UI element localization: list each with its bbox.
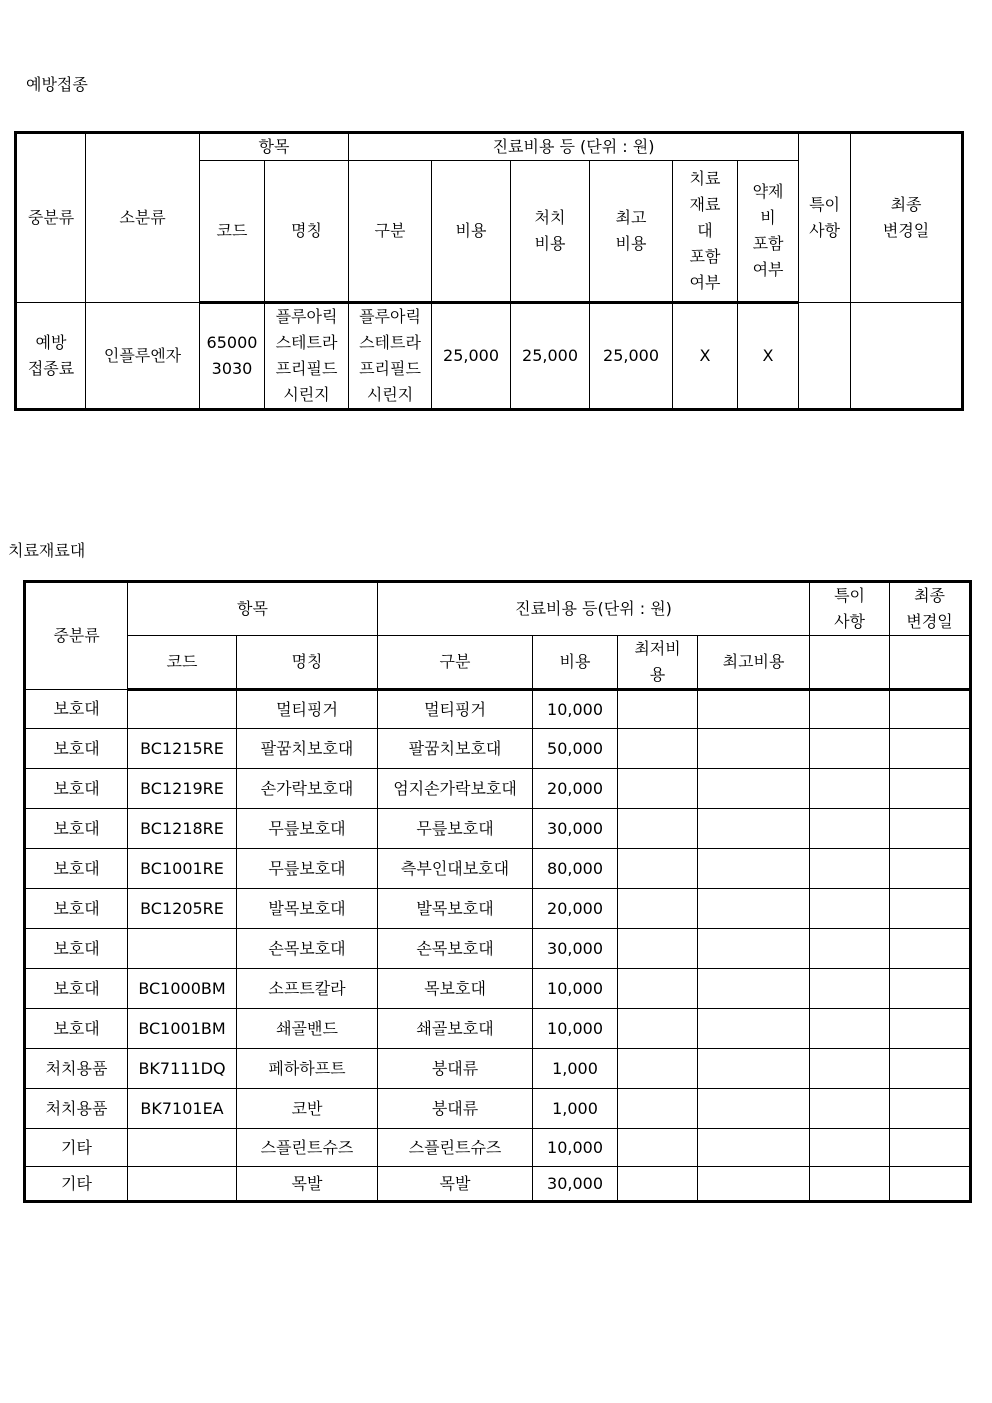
cell-notes-empty: [810, 1167, 890, 1202]
cell-cost: 80,000: [533, 849, 618, 889]
cell-max-empty: [698, 690, 810, 729]
cell-mid: 보호대: [25, 809, 128, 849]
header-cost-group: 진료비용 등 (단위 : 원): [349, 133, 799, 161]
row-notes: [799, 303, 851, 410]
header-last-changed-blank: [890, 636, 971, 690]
cell-min-empty: [618, 729, 698, 769]
cell-category: 측부인대보호대: [378, 849, 533, 889]
row-cost: 25,000: [432, 303, 511, 410]
cell-notes-empty: [810, 1129, 890, 1167]
cell-max-empty: [698, 889, 810, 929]
cell-code: BK7111DQ: [128, 1049, 237, 1089]
table-row: [25, 729, 971, 769]
cell-notes-empty: [810, 690, 890, 729]
header-category: 구분: [349, 161, 432, 303]
cell-code: [128, 929, 237, 969]
cell-max-empty: [698, 849, 810, 889]
cell-min-empty: [618, 889, 698, 929]
cell-mid: 처치용품: [25, 1049, 128, 1089]
header-max-cost: 최고 비용: [590, 161, 673, 303]
table-row: [25, 1009, 971, 1049]
cell-name: 쇄골밴드: [237, 1009, 378, 1049]
vaccination-table: [14, 131, 964, 411]
cell-cost: 20,000: [533, 769, 618, 809]
cell-max-empty: [698, 1049, 810, 1089]
cell-code: BC1218RE: [128, 809, 237, 849]
section-title-vaccination: 예방접종: [26, 75, 88, 94]
cell-cost: 1,000: [533, 1049, 618, 1089]
cell-name: 팔꿈치보호대: [237, 729, 378, 769]
table-row: [25, 889, 971, 929]
cell-cost: 50,000: [533, 729, 618, 769]
cell-min-empty: [618, 849, 698, 889]
cell-mid: 기타: [25, 1129, 128, 1167]
cell-mid: 보호대: [25, 690, 128, 729]
cell-notes-empty: [810, 1089, 890, 1129]
cell-changed-empty: [890, 849, 971, 889]
header-mid-category: 중분류: [16, 133, 86, 303]
cell-min-empty: [618, 769, 698, 809]
cell-min-empty: [618, 969, 698, 1009]
table-row: [25, 849, 971, 889]
cell-category: 붕대류: [378, 1049, 533, 1089]
header-cost-group: 진료비용 등(단위 : 원): [378, 582, 810, 636]
cell-category: 목발: [378, 1167, 533, 1202]
cell-max-empty: [698, 1089, 810, 1129]
cell-name: 코반: [237, 1089, 378, 1129]
cell-min-empty: [618, 1167, 698, 1202]
header-drug-included: 약제 비 포함 여부: [738, 161, 799, 303]
header-category: 구분: [378, 636, 533, 690]
cell-changed-empty: [890, 769, 971, 809]
cell-min-empty: [618, 1009, 698, 1049]
cell-mid: 보호대: [25, 849, 128, 889]
cell-notes-empty: [810, 849, 890, 889]
header-notes-blank: [810, 636, 890, 690]
cell-name: 손가락보호대: [237, 769, 378, 809]
table-row: [25, 769, 971, 809]
cell-category: 손목보호대: [378, 929, 533, 969]
cell-max-empty: [698, 929, 810, 969]
header-mid-category: 중분류: [25, 582, 128, 690]
cell-mid: 보호대: [25, 929, 128, 969]
cell-name: 멀티핑거: [237, 690, 378, 729]
cell-name: 페하하프트: [237, 1049, 378, 1089]
cell-changed-empty: [890, 1167, 971, 1202]
header-last-changed: 최종 변경일: [890, 582, 971, 636]
header-notes: 특이 사항: [810, 582, 890, 636]
cell-code: [128, 1129, 237, 1167]
cell-max-empty: [698, 969, 810, 1009]
table-row: [25, 1049, 971, 1089]
cell-notes-empty: [810, 1049, 890, 1089]
row-drug-included: X: [738, 303, 799, 410]
header-name: 명칭: [237, 636, 378, 690]
header-cost: 비용: [432, 161, 511, 303]
cell-code: [128, 690, 237, 729]
cell-changed-empty: [890, 690, 971, 729]
cell-changed-empty: [890, 889, 971, 929]
cell-max-empty: [698, 1009, 810, 1049]
cell-notes-empty: [810, 769, 890, 809]
cell-changed-empty: [890, 1049, 971, 1089]
cell-mid: 보호대: [25, 889, 128, 929]
cell-min-empty: [618, 1049, 698, 1089]
cell-changed-empty: [890, 1089, 971, 1129]
table-row: [25, 1167, 971, 1202]
cell-changed-empty: [890, 1129, 971, 1167]
cell-mid: 보호대: [25, 729, 128, 769]
header-item-group: 항목: [200, 133, 349, 161]
cell-mid: 보호대: [25, 969, 128, 1009]
cell-category: 멀티핑거: [378, 690, 533, 729]
cell-cost: 10,000: [533, 690, 618, 729]
table-row: [25, 809, 971, 849]
cell-category: 팔꿈치보호대: [378, 729, 533, 769]
cell-mid: 보호대: [25, 769, 128, 809]
materials-table: [23, 580, 972, 1203]
cell-category: 엄지손가락보호대: [378, 769, 533, 809]
cell-name: 손목보호대: [237, 929, 378, 969]
cell-code: [128, 1167, 237, 1202]
cell-notes-empty: [810, 969, 890, 1009]
cell-max-empty: [698, 809, 810, 849]
cell-name: 무릎보호대: [237, 849, 378, 889]
cell-category: 붕대류: [378, 1089, 533, 1129]
row-last-changed: [851, 303, 963, 410]
section-title-materials: 치료재료대: [8, 541, 86, 560]
row-max-cost: 25,000: [590, 303, 673, 410]
cell-category: 스플린트슈즈: [378, 1129, 533, 1167]
cell-code: BC1001BM: [128, 1009, 237, 1049]
cell-cost: 10,000: [533, 969, 618, 1009]
row-code: 65000 3030: [200, 303, 265, 410]
cell-code: BC1215RE: [128, 729, 237, 769]
cell-max-empty: [698, 729, 810, 769]
cell-code: BC1219RE: [128, 769, 237, 809]
cell-name: 목발: [237, 1167, 378, 1202]
cell-code: BC1205RE: [128, 889, 237, 929]
header-material-included: 치료 재료 대 포함 여부: [673, 161, 738, 303]
header-item-group: 항목: [128, 582, 378, 636]
row-sub-category: 인플루엔자: [86, 303, 200, 410]
cell-changed-empty: [890, 969, 971, 1009]
table-row: [25, 690, 971, 729]
row-mid-category: 예방 접종료: [16, 303, 86, 410]
header-code: 코드: [200, 161, 265, 303]
cell-notes-empty: [810, 929, 890, 969]
cell-cost: 1,000: [533, 1089, 618, 1129]
row-procedure-cost: 25,000: [511, 303, 590, 410]
cell-max-empty: [698, 769, 810, 809]
cell-max-empty: [698, 1167, 810, 1202]
cell-name: 발목보호대: [237, 889, 378, 929]
cell-changed-empty: [890, 729, 971, 769]
table-row: [25, 929, 971, 969]
cell-notes-empty: [810, 809, 890, 849]
row-category: 플루아릭 스테트라 프리필드 시린지: [349, 303, 432, 410]
cell-code: BC1000BM: [128, 969, 237, 1009]
header-name: 명칭: [265, 161, 349, 303]
cell-min-empty: [618, 690, 698, 729]
table-row: [25, 1089, 971, 1129]
cell-min-empty: [618, 1089, 698, 1129]
cell-changed-empty: [890, 1009, 971, 1049]
cell-category: 쇄골보호대: [378, 1009, 533, 1049]
cell-name: 무릎보호대: [237, 809, 378, 849]
cell-min-empty: [618, 809, 698, 849]
cell-changed-empty: [890, 809, 971, 849]
table-row: [25, 969, 971, 1009]
header-max-cost: 최고비용: [698, 636, 810, 690]
cell-changed-empty: [890, 929, 971, 969]
table-row: [25, 1129, 971, 1167]
cell-min-empty: [618, 1129, 698, 1167]
cell-cost: 20,000: [533, 889, 618, 929]
cell-max-empty: [698, 1129, 810, 1167]
header-notes: 특이 사항: [799, 133, 851, 303]
cell-cost: 30,000: [533, 929, 618, 969]
cell-name: 소프트칼라: [237, 969, 378, 1009]
cell-cost: 10,000: [533, 1129, 618, 1167]
cell-category: 발목보호대: [378, 889, 533, 929]
header-code: 코드: [128, 636, 237, 690]
cell-cost: 30,000: [533, 809, 618, 849]
header-last-changed: 최종 변경일: [851, 133, 963, 303]
header-min-cost: 최저비 용: [618, 636, 698, 690]
cell-category: 목보호대: [378, 969, 533, 1009]
header-procedure-cost: 처치 비용: [511, 161, 590, 303]
cell-cost: 30,000: [533, 1167, 618, 1202]
cell-min-empty: [618, 929, 698, 969]
cell-cost: 10,000: [533, 1009, 618, 1049]
row-material-included: X: [673, 303, 738, 410]
cell-code: BK7101EA: [128, 1089, 237, 1129]
cell-name: 스플린트슈즈: [237, 1129, 378, 1167]
cell-notes-empty: [810, 889, 890, 929]
cell-mid: 기타: [25, 1167, 128, 1202]
header-cost: 비용: [533, 636, 618, 690]
header-sub-category: 소분류: [86, 133, 200, 303]
cell-mid: 보호대: [25, 1009, 128, 1049]
row-name: 플루아릭 스테트라 프리필드 시린지: [265, 303, 349, 410]
cell-mid: 처치용품: [25, 1089, 128, 1129]
cell-code: BC1001RE: [128, 849, 237, 889]
cell-notes-empty: [810, 1009, 890, 1049]
cell-category: 무릎보호대: [378, 809, 533, 849]
cell-notes-empty: [810, 729, 890, 769]
